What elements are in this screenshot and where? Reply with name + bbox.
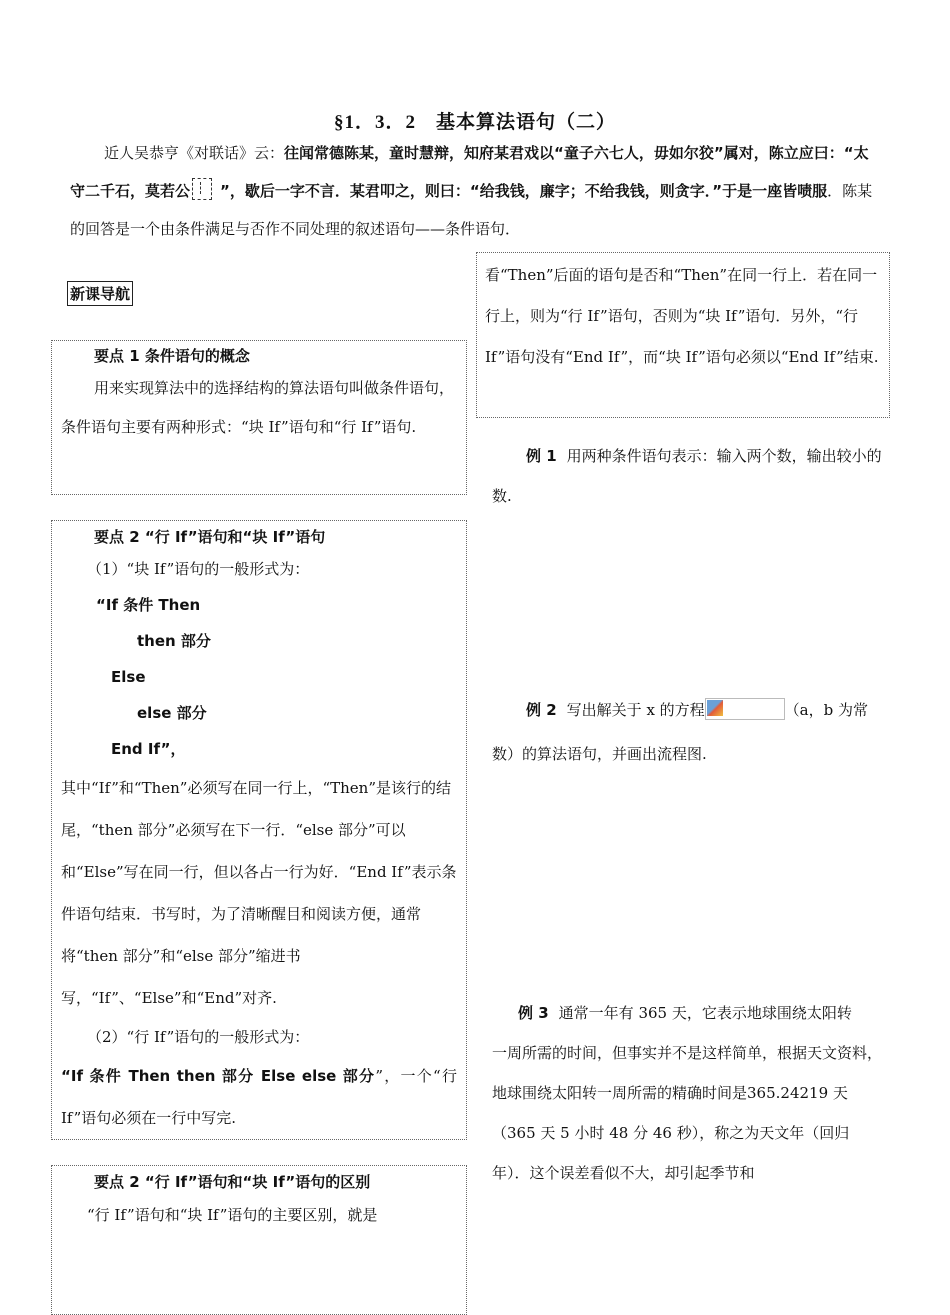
example-3-line1: 通常一年有 365 天，它表示地球围绕太阳转: [558, 1004, 852, 1022]
intro-paragraph: [70, 134, 882, 248]
example-1-text: 用两种条件语句表示：输入两个数，输出较小的数.: [492, 447, 882, 505]
key-point-2-title: 要点 2 “行 If”语句和“块 If”语句: [94, 528, 326, 546]
key-point-1-body: 用来实现算法中的选择结构的算法语句叫做条件语句，条件语句主要有两种形式：“块 If”语句和“行 If”语句.: [61, 379, 455, 436]
page-title: §1．3．2 基本算法语句（二）: [333, 112, 616, 133]
example-1: [492, 436, 882, 516]
code-end-if: End If”，: [111, 740, 186, 758]
intro-quote-2: ”，歇后一字不言．某君叩之，则曰：“给我钱，廉字；不给我钱，则贪字．”于是一座皆啧服: [220, 182, 828, 200]
code-else: Else: [111, 668, 146, 686]
block-if-heading: （1）“块 If”语句的一般形式为：: [87, 560, 310, 578]
line-if-heading: （2）“行 If”语句的一般形式为：: [87, 1028, 310, 1046]
example-2-text-b: （a，b 为常数）的算法语句，并画出流程图.: [492, 701, 868, 763]
code-then-part: then 部分: [137, 632, 211, 650]
example-2: [492, 688, 882, 776]
placeholder-box: [192, 178, 212, 200]
key-point-1-title: 要点 1 条件语句的概念: [94, 347, 250, 365]
example-3-rest: 一周所需的时间，但事实并不是这样简单，根据天文资料，地球围绕太阳转一周所需的精确时间是365.24219 天（365 天 5 小时 48 分 46 秒），称之为天文年（回归年）．这个误差看似不大，却引起季节和: [492, 1044, 883, 1182]
intro-text-1: 近人吴恭亨《对联话》云：: [104, 144, 285, 162]
example-2-text-a: 写出解关于 x 的方程: [566, 701, 705, 719]
key-point-3-title: 要点 2 “行 If”语句和“块 If”语句的区别: [94, 1173, 371, 1191]
example-1-label: 例 1: [526, 447, 557, 465]
key-point-1-box: [51, 340, 467, 495]
key-point-2-box: [51, 520, 467, 1140]
key-point-3-continued-box: [476, 252, 890, 418]
intro-text-2: ．陈某的回答是一个由条件满足与否作不同处理的叙述语句——条件语句．: [70, 182, 873, 238]
line-if-form: [61, 1055, 457, 1139]
key-point-3-body: “行 If”语句和“块 If”语句的主要区别，就是: [87, 1206, 378, 1224]
equation-image-icon: [705, 698, 785, 720]
code-line-if: “If 条件 Then then 部分 Else else 部分: [61, 1067, 376, 1085]
key-point-3-continued: 看“Then”后面的语句是否和“Then”在同一行上．若在同一行上，则为“行 If”语句，否则为“块 If”语句．另外，“行 If”语句没有“End If”，而“块 If”语句必须以“End If”结束.: [485, 266, 879, 366]
nav-label: 新课导航: [67, 281, 133, 306]
code-else-part: else 部分: [137, 704, 207, 722]
example-2-label: 例 2: [526, 701, 557, 719]
example-3: [492, 993, 882, 1193]
line-if-tail: ”，一个“行 If”语句必须在一行中写完.: [61, 1067, 457, 1127]
code-if-then: “If 条件 Then: [96, 596, 201, 614]
block-if-explanation: 其中“If”和“Then”必须写在同一行上，“Then”是该行的结尾，“then 部分”必须写在下一行．“else 部分”可以和“Else”写在同一行，但以各占一行为好．“End If”表示条件语句结束．书写时，为了清晰醒目和阅读方便，通常将“then 部分”和“else 部分”缩进书写，“If”、“Else”和“End”对齐.: [61, 779, 457, 1007]
key-point-3-box: [51, 1165, 467, 1315]
example-3-label: 例 3: [518, 1004, 549, 1022]
intro-quote-1: 往闻常德陈某，童时慧辩，知府某君戏以“童子六七人，毋如尔狡”属对，陈立应曰：“太守二千石，莫若公: [70, 144, 869, 200]
